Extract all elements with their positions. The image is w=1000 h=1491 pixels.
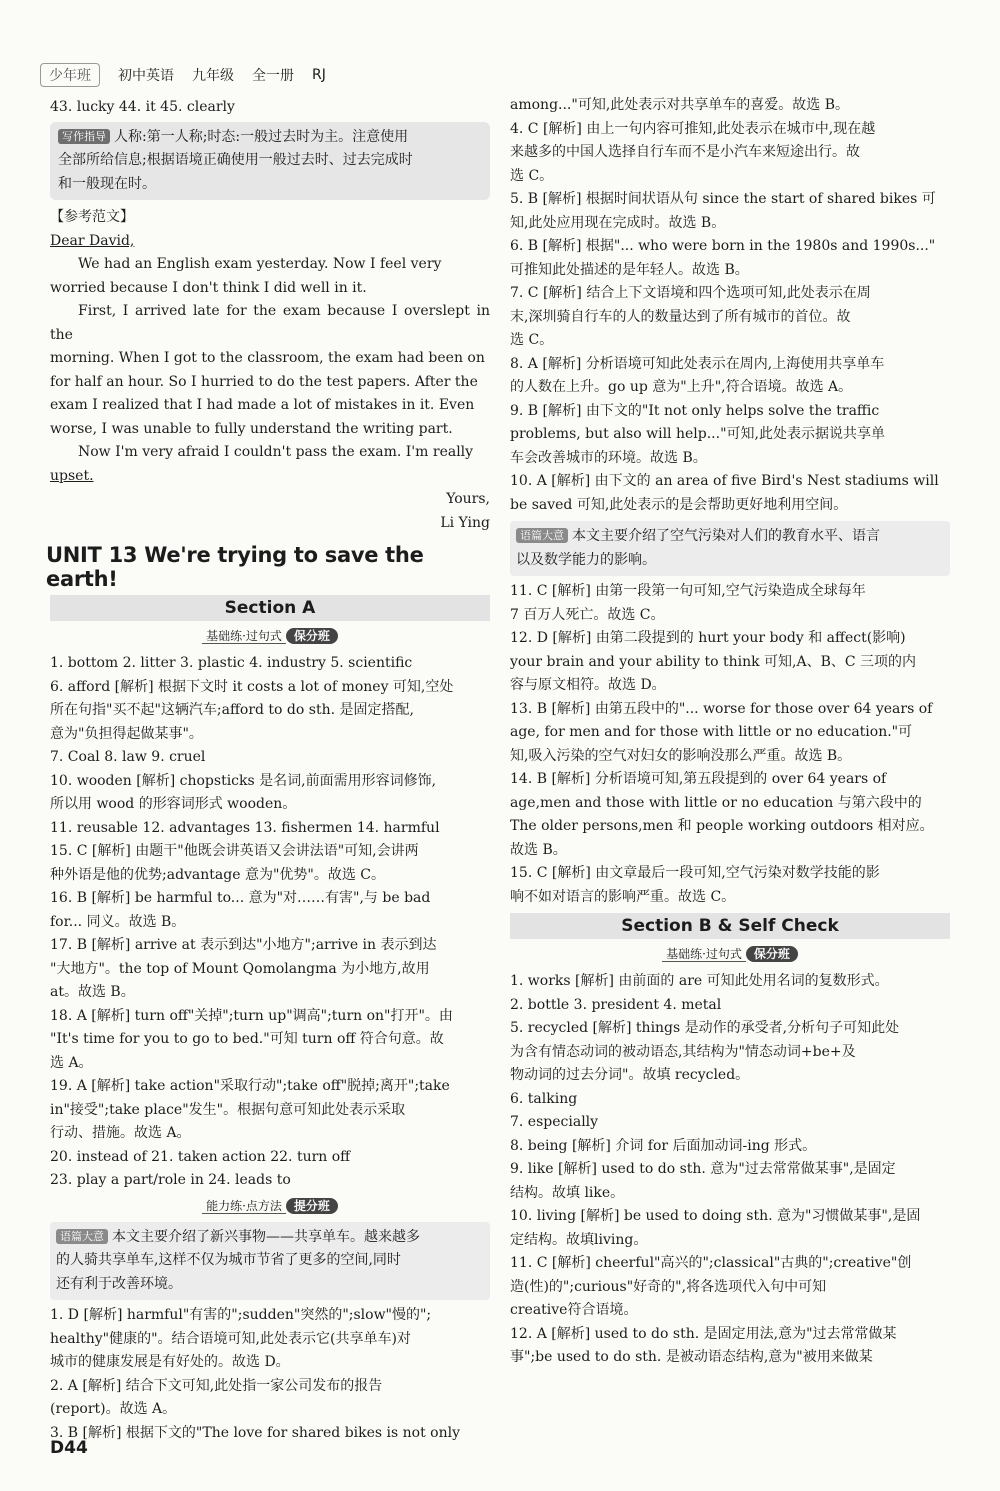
essay-line: for half an hour. So I hurried to do the test papers. After the (50, 373, 478, 390)
answer-line: "It's time for you to go to bed."可知 turn off 符合句意。故 (50, 1031, 444, 1047)
essay-line: Now I'm very afraid I couldn't pass the exam. I'm really (78, 444, 474, 460)
answer-line: 所以用 wood 的形容词形式 wooden。 (50, 796, 297, 812)
basic-practice-label (510, 945, 950, 962)
summary-tag: 语篇大意 (516, 528, 568, 543)
page-header (40, 62, 500, 88)
answer-line: problems, but also will help..."可知,此处表示据说共享单 (510, 426, 885, 442)
right-column (510, 94, 950, 1370)
answer-line: be saved 可知,此处表示的是会帮助更好地利用空间。 (510, 496, 848, 513)
answer-line: 1. bottom 2. litter 3. plastic 4. industry 5. scientific (50, 655, 413, 671)
answer-line: 11. reusable 12. advantages 13. fishermen 14. harmful (50, 819, 440, 836)
essay-line: upset. (50, 467, 94, 484)
answer-line: 所在句指"买不起"这辆汽车;afford to do sth. 是固定搭配, (50, 702, 414, 718)
answer-line: 7. C [解析] 结合上下文语境和四个选项可知,此处表示在周 (510, 285, 871, 301)
essay-line: First, I arrived late for the exam because I overslept in the (50, 303, 490, 343)
section-a-answers (50, 652, 490, 1193)
answer-line: 12. A [解析] used to do sth. 是固定用法,意为"过去常常做某 (510, 1325, 897, 1342)
answer-line: 2. bottle 3. president 4. metal (510, 996, 722, 1013)
answer-line: 17. B [解析] arrive at 表示到达"小地方";arrive in 表示到达 (50, 937, 437, 953)
answer-line: 9. like [解析] used to do sth. 意为"过去常常做某事",是固定 (510, 1161, 896, 1177)
answer-line: in"接受";take place"发生"。根据句意可知此处表示采取 (50, 1101, 406, 1118)
answer-line: 12. D [解析] 由第二段提到的 hurt your body 和 affect(影响) (510, 630, 906, 646)
answer-line: age,men and those with little or no education 与第六段中的 (510, 794, 922, 811)
answer-line: your brain and your ability to think 可知,A、B、C 三项的内 (510, 653, 917, 670)
answer-line: 7. Coal 8. law 9. cruel (50, 749, 206, 765)
course-label: 初中英语 (118, 68, 174, 84)
answer-line: 8. being [解析] 介词 for 后面加动词-ing 形式。 (510, 1137, 817, 1154)
reading-answers (510, 580, 950, 909)
answer-line: 13. B [解析] 由第五段中的"... worse for those over 64 years of (510, 700, 933, 717)
answer-line: 8. A [解析] 分析语境可知此处表示在周内,上海使用共享单车 (510, 355, 885, 372)
answer-line: 物动词的过去分词"。故填 recycled。 (510, 1067, 750, 1083)
answer-line: 14. B [解析] 分析语境可知,第五段提到的 over 64 years of (510, 771, 887, 787)
essay-line: morning. When I got to the classroom, the exam had been on (50, 350, 485, 366)
answer-line: 结构。故填 like。 (510, 1184, 625, 1201)
summary-line: 本文主要介绍了空气污染对人们的教育水平、语言 (572, 528, 880, 544)
section-b-heading: Section B & Self Check (510, 913, 950, 939)
answer-line: 城市的健康发展是有好处的。故选 D。 (50, 1354, 290, 1370)
closing: Yours, (446, 491, 490, 507)
answer-line: 6. afford [解析] 根据下文时 it costs a lot of money 可知,空处 (50, 678, 454, 695)
answer-line: 15. C [解析] 由题干"他既会讲英语又会讲法语"可知,会讲两 (50, 843, 419, 859)
answer-line: 车会改善城市的环境。故选 B。 (510, 449, 707, 466)
sample-title: 【参考范文】 (50, 209, 134, 225)
sample-essay (50, 253, 490, 488)
answer-line: 选 A。 (50, 1054, 93, 1071)
guide-line: 和一般现在时。 (58, 175, 156, 192)
answer-line: age, for men and for those with little or no education."可 (510, 724, 913, 740)
basic-label: 基础练·过句式 (202, 629, 286, 644)
answer-line: 故选 B。 (510, 841, 567, 858)
answer-line: 定结构。故填living。 (510, 1231, 648, 1248)
ability-badge: 提分班 (286, 1198, 338, 1214)
answer-line: 2. A [解析] 结合下文可知,此处指一家公司发布的报告 (50, 1377, 383, 1394)
page-number: D44 (50, 1438, 88, 1458)
essay-line: We had an English exam yesterday. Now I feel very (78, 256, 442, 272)
passage-answers-continued (510, 94, 950, 517)
writing-guide-tag: 写作指导 (58, 129, 110, 144)
answer-line: 行动、措施。故选 A。 (50, 1125, 191, 1141)
essay-line: exam I realized that I had made a lot of mistakes in it. Even (50, 397, 475, 413)
basic-practice-label (50, 627, 490, 644)
answer-line: 造(性)的";curious"好奇的",将各选项代入句中可知 (510, 1278, 827, 1295)
basic-badge: 保分班 (286, 628, 338, 644)
summary-line: 本文主要介绍了新兴事物——共享单车。越来越多 (112, 1228, 420, 1245)
answer-line: 9. B [解析] 由下文的"It not only helps solve the traffic (510, 402, 880, 419)
unit-title: UNIT 13 We're trying to save the earth! (46, 543, 424, 591)
guide-line: 人称:第一人称;时态:一般过去时为主。注意使用 (114, 128, 409, 145)
salutation: Dear David, (50, 232, 135, 249)
answer-line: 容与原文相符。故选 D。 (510, 677, 666, 693)
answer-line: 11. C [解析] cheerful"高兴的";classical"古典的";creative"创 (510, 1255, 912, 1271)
guide-line: 全部所给信息;根据语境正确使用一般过去时、过去完成时 (58, 152, 413, 168)
answer-line: 23. play a part/role in 24. leads to (50, 1172, 291, 1188)
answer-line: 10. wooden [解析] chopsticks 是名词,前面需用形容词修饰, (50, 772, 437, 789)
brand-logo: 少年班 (40, 63, 100, 87)
answer-line: 末,深圳骑自行车的人的数量达到了所有城市的首位。故 (510, 308, 851, 325)
passage-answers (50, 1304, 490, 1445)
answer-line: 3. B [解析] 根据下文的"The love for shared bikes is not only (50, 1424, 460, 1441)
signature: Li Ying (440, 514, 490, 531)
answer-line: 选 C。 (510, 167, 554, 184)
answer-line: 11. C [解析] 由第一段第一句可知,空气污染造成全球每年 (510, 583, 866, 599)
answer-line: among..."可知,此处表示对共享单车的喜爱。故选 B。 (510, 97, 850, 113)
volume-label: 全一册 (252, 68, 294, 84)
answer-line: 5. B [解析] 根据时间状语从句 since the start of shared bikes 可 (510, 191, 936, 207)
summary-line: 以及数学能力的影响。 (516, 551, 656, 568)
answer-line: 知,此处应用现在完成时。故选 B。 (510, 214, 726, 231)
answer-line: 知,吸入污染的空气对妇女的影响没那么严重。故选 B。 (510, 747, 852, 764)
edition-label: RJ (312, 67, 326, 83)
passage-summary (50, 1222, 490, 1301)
answer-line: 6. talking (510, 1090, 578, 1107)
grade-label: 九年级 (192, 68, 234, 84)
ability-practice-label (50, 1197, 490, 1214)
answer-line: 为含有情态动词的被动语态,其结构为"情态动词+be+及 (510, 1043, 856, 1060)
answer-line: 7. especially (510, 1114, 599, 1130)
passage-summary (510, 521, 950, 576)
answer-line: 6. B [解析] 根据"... who were born in the 1980s and 1990s..." (510, 238, 936, 254)
answer-line: healthy"健康的"。结合语境可知,此处表示它(共享单车)对 (50, 1330, 411, 1347)
answer-line: 1. works [解析] 由前面的 are 可知此处用名词的复数形式。 (510, 973, 889, 989)
answer-line: 1. D [解析] harmful"有害的";sudden"突然的";slow"慢的"; (50, 1307, 432, 1323)
writing-guide (50, 122, 490, 201)
answer-line: 选 C。 (510, 332, 554, 348)
answer-line: 意为"负担得起做某事"。 (50, 725, 203, 742)
answer-line: 种外语是他的优势;advantage 意为"优势"。故选 C。 (50, 866, 386, 883)
section-b-answers (510, 970, 950, 1370)
left-column (46, 96, 490, 1445)
summary-tag: 语篇大意 (56, 1229, 108, 1244)
answer-line: 4. C [解析] 由上一句内容可推知,此处表示在城市中,现在越 (510, 120, 876, 137)
basic-badge: 保分班 (746, 946, 798, 962)
answer-line: for... 同义。故选 B。 (50, 913, 186, 930)
essay-line: worse, I was unable to fully understand the writing part. (50, 420, 453, 437)
answer-line: 10. A [解析] 由下文的 an area of five Bird's Nest stadiums will (510, 473, 939, 489)
answer-line: 响不如对语言的影响严重。故选 C。 (510, 888, 736, 905)
ability-label: 能力练·点方法 (202, 1199, 286, 1214)
essay-line: worried because I don't think I did well in it. (50, 279, 367, 296)
answer-line: 18. A [解析] turn off"关掉";turn up"调高";turn on"打开"。由 (50, 1007, 453, 1024)
answer-line: 来越多的中国人选择自行车而不是小汽车来短途出行。故 (510, 144, 860, 160)
answer-line: 19. A [解析] take action"采取行动";take off"脱掉;离开";take (50, 1078, 450, 1094)
section-a-heading: Section A (50, 595, 490, 621)
answer-line: (report)。故选 A。 (50, 1401, 177, 1417)
answer-line: 15. C [解析] 由文章最后一段可知,空气污染对数学技能的影 (510, 865, 880, 881)
basic-label: 基础练·过句式 (662, 947, 746, 962)
answer-line: 20. instead of 21. taken action 22. turn off (50, 1148, 351, 1165)
summary-line: 的人骑共享单车,这样不仅为城市节省了更多的空间,同时 (56, 1252, 401, 1268)
answer-line: creative符合语境。 (510, 1302, 638, 1318)
answer-line: 5. recycled [解析] things 是动作的承受者,分析句子可知此处 (510, 1020, 900, 1036)
summary-line: 还有利于改善环境。 (56, 1275, 182, 1292)
answer-line: 的人数在上升。go up 意为"上升",符合语境。故选 A。 (510, 379, 853, 395)
answer-line: 可推知此处描述的是年轻人。故选 B。 (510, 261, 749, 278)
answer-line: 7 百万人死亡。故选 C。 (510, 606, 665, 623)
answer-line: The older persons,men 和 people working outdoors 相对应。 (510, 818, 934, 834)
answer-line: 事";be used to do sth. 是被动语态结构,意为"被用来做某 (510, 1349, 873, 1365)
answer-line: 10. living [解析] be used to doing sth. 意为"习惯做某事",是固 (510, 1208, 921, 1224)
answer-line: 43. lucky 44. it 45. clearly (50, 99, 235, 115)
answer-line: at。故选 B。 (50, 984, 135, 1000)
answer-line: 16. B [解析] be harmful to... 意为"对……有害",与 be bad (50, 890, 431, 906)
answer-line: "大地方"。the top of Mount Qomolangma 为小地方,故用 (50, 960, 430, 977)
